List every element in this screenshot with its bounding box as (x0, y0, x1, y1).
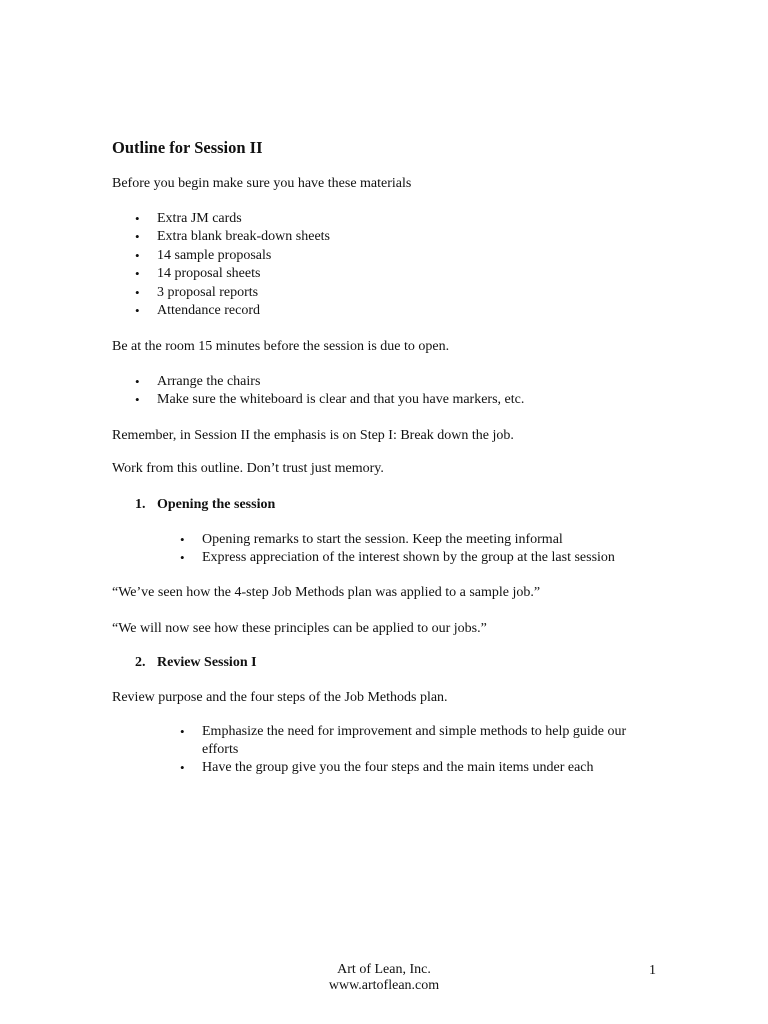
list-item: • Make sure the whiteboard is clear and that you have markers, etc. (135, 392, 525, 408)
remember-text: Remember, in Session II the emphasis is on Step I: Break down the job. (112, 428, 514, 443)
list-item: • Arrange the chairs (135, 374, 261, 389)
bullet-icon: • (135, 302, 140, 318)
review-intro: Review purpose and the four steps of the Job Methods plan. (112, 690, 448, 705)
bullet-icon: • (135, 229, 140, 245)
materials-intro: Before you begin make sure you have these materials (112, 176, 412, 191)
page-title: Outline for Session II (112, 138, 263, 157)
list-item: • Extra blank break-down sheets (135, 229, 330, 245)
list-item: • Attendance record (135, 302, 260, 318)
bullet-icon: • (180, 532, 185, 547)
section-title: Opening the session (157, 497, 276, 512)
quote-text: “We’ve seen how the 4-step Job Methods plan was applied to a sample job.” (112, 585, 541, 600)
list-item: • Emphasize the need for improvement and simple methods to help guide our efforts (180, 724, 627, 757)
page-number: 1 (649, 963, 656, 978)
list-item: • 14 sample proposals (135, 247, 272, 263)
list-item: • Opening remarks to start the session. Keep the meeting informal (180, 532, 563, 547)
section-heading-review (135, 654, 257, 672)
review-list (180, 723, 662, 777)
section-number: 2. (135, 655, 146, 670)
list-item: • Have the group give you the four steps and the main items under each (180, 760, 594, 775)
bullet-icon: • (135, 374, 140, 389)
bullet-icon: • (180, 724, 185, 739)
setup-list (135, 373, 525, 410)
section-title: Review Session I (157, 655, 257, 670)
quote-text: “We will now see how these principles can be applied to our jobs.” (112, 621, 487, 636)
bullet-icon: • (180, 760, 185, 775)
section-heading-opening (135, 496, 275, 514)
bullet-icon: • (135, 284, 140, 300)
section-number: 1. (135, 497, 146, 512)
bullet-icon: • (135, 211, 140, 226)
footer-company: Art of Lean, Inc. (337, 962, 431, 977)
footer-website: www.artoflean.com (328, 978, 440, 993)
bullet-icon: • (135, 266, 140, 282)
bullet-icon: • (135, 247, 140, 263)
bullet-icon: • (135, 392, 140, 408)
list-item: • 14 proposal sheets (135, 266, 261, 282)
list-item: • Extra JM cards (135, 211, 242, 226)
list-item: • Express appreciation of the interest shown by the group at the last session (180, 550, 615, 566)
arrival-text: Be at the room 15 minutes before the session is due to open. (112, 339, 450, 354)
bullet-icon: • (180, 550, 185, 566)
work-from-text: Work from this outline. Don’t trust just memory. (112, 461, 384, 476)
opening-list (180, 531, 615, 568)
materials-list (135, 210, 330, 320)
list-item: • 3 proposal reports (135, 284, 259, 300)
